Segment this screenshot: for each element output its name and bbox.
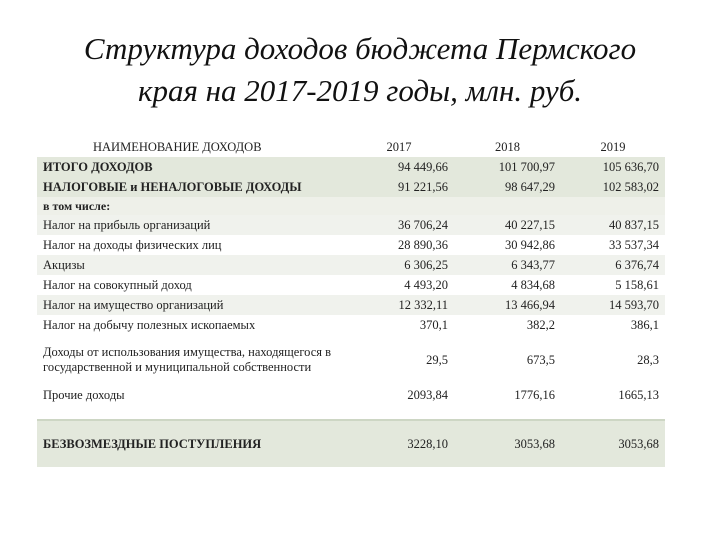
value-2018: 382,2 (526, 317, 555, 332)
value-2019: 105 636,70 (561, 157, 665, 177)
table-row (37, 235, 665, 255)
value-2017: 28 890,36 (398, 237, 448, 252)
slide-title (40, 28, 680, 112)
row-name: Налог на добычу полезных ископаемых (43, 317, 256, 332)
title-line-2: края на 2017-2019 годы, млн. руб. (137, 73, 583, 108)
value-2019: 14 593,70 (561, 295, 665, 315)
table-row (37, 295, 665, 315)
value-2017: 36 706,24 (344, 215, 454, 235)
value-2019: 3053,68 (561, 420, 665, 467)
table-row (37, 197, 665, 215)
value-2018: 3053,68 (454, 420, 561, 467)
value-2017: 2093,84 (407, 387, 448, 402)
value-2019: 102 583,02 (561, 177, 665, 197)
value-2017: 4 493,20 (404, 277, 448, 292)
value-2019: 6 376,74 (561, 255, 665, 275)
row-name: БЕЗВОЗМЕЗДНЫЕ ПОСТУПЛЕНИЯ (37, 420, 344, 467)
row-name: в том числе: (37, 197, 344, 215)
header-name: НАИМЕНОВАНИЕ ДОХОДОВ (93, 139, 262, 154)
value-2018: 40 227,15 (454, 215, 561, 235)
table-row (37, 385, 665, 405)
row-name: Налог на совокупный доход (43, 277, 192, 292)
value-2018: 13 466,94 (454, 295, 561, 315)
row-name: Доходы от использования имущества, находящегося в государственной и муниципальной собственности (43, 345, 332, 374)
table-row (37, 255, 665, 275)
value-2019: 33 537,34 (609, 237, 659, 252)
title-line-1: Структура доходов бюджета Пермского (83, 31, 637, 66)
table-row (37, 420, 665, 467)
value-2017: 3228,10 (344, 420, 454, 467)
value-2019: 5 158,61 (615, 277, 659, 292)
row-name: ИТОГО ДОХОДОВ (37, 157, 344, 177)
row-name: Акцизы (37, 255, 344, 275)
row-name: Налог на прибыль организаций (37, 215, 344, 235)
table-row (37, 157, 665, 177)
value-2019: 1665,13 (618, 387, 659, 402)
row-name: Прочие доходы (43, 387, 125, 402)
row-name: Налог на доходы физических лиц (43, 237, 222, 252)
value-2017: 6 306,25 (344, 255, 454, 275)
value-2017: 91 221,56 (344, 177, 454, 197)
table-row (37, 215, 665, 235)
value-2017: 12 332,11 (344, 295, 454, 315)
table-row (37, 275, 665, 295)
value-2018: 1776,16 (514, 387, 555, 402)
header-year-2018: 2018 (495, 139, 520, 154)
revenue-table (37, 137, 665, 467)
value-2018: 30 942,86 (505, 237, 555, 252)
table-header (37, 137, 665, 157)
value-2018: 673,5 (526, 352, 555, 367)
row-name: Налог на имущество организаций (37, 295, 344, 315)
value-2017: 94 449,66 (344, 157, 454, 177)
value-2018: 6 343,77 (454, 255, 561, 275)
table-row (37, 335, 665, 385)
header-year-2019: 2019 (600, 139, 626, 154)
value-2018: 101 700,97 (454, 157, 561, 177)
header-year-2017: 2017 (386, 139, 412, 154)
value-2019: 386,1 (630, 317, 659, 332)
value-2018: 4 834,68 (511, 277, 555, 292)
value-2017: 370,1 (419, 317, 448, 332)
table-row (37, 177, 665, 197)
value-2017: 29,5 (426, 352, 448, 367)
value-2018: 98 647,29 (454, 177, 561, 197)
table-row (37, 315, 665, 335)
value-2019: 28,3 (637, 352, 659, 367)
row-name: НАЛОГОВЫЕ и НЕНАЛОГОВЫЕ ДОХОДЫ (37, 177, 344, 197)
value-2019: 40 837,15 (561, 215, 665, 235)
